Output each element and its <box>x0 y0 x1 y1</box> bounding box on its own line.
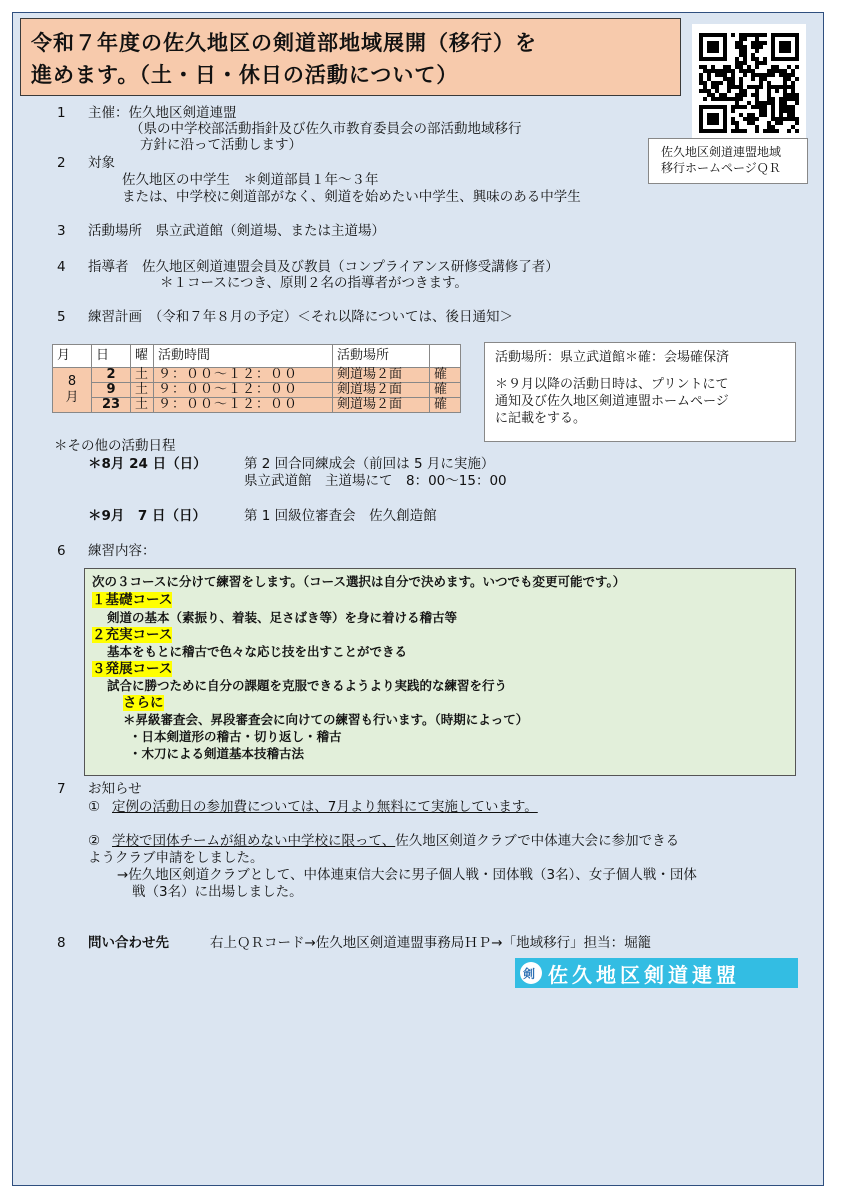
section-1-note-1: （県の中学校部活動指針及び佐久市教育委員会の部活動地域移行 <box>130 121 522 137</box>
other-schedule-heading: ＊その他の活動日程 <box>54 438 176 454</box>
header-day: 日 <box>92 345 131 368</box>
row-place: 剣道場２面 <box>333 368 430 383</box>
notice-2-marker: ② <box>88 833 101 849</box>
month-label: 月 <box>65 390 79 405</box>
table-row <box>53 368 461 383</box>
row-day: 23 <box>92 398 131 413</box>
schedule-header-row <box>53 345 461 368</box>
section-7-label: お知らせ <box>88 781 142 797</box>
note-line-4: に記載をする。 <box>495 411 587 426</box>
event-2-date: ＊9月 7 日（日） <box>88 508 206 524</box>
row-place: 剣道場２面 <box>333 398 430 413</box>
course-2-description: 基本をもとに稽古で色々な応じ技を出すことができる <box>107 644 408 659</box>
course-1-description: 剣道の基本（素振り、着装、足さばき等）を身に着ける稽古等 <box>107 610 458 625</box>
event-2-title: 第 1 回級位審査会 佐久創造館 <box>244 508 437 524</box>
section-4-instructors: 指導者 佐久地区剣道連盟会員及び教員（コンプライアンス研修受講修了者） <box>88 259 559 275</box>
notice-2-rest: 佐久地区剣道クラブで中体連大会に参加できる <box>395 833 680 849</box>
section-4-number: 4 <box>57 259 66 275</box>
section-1-note-2: 方針に沿って活動します） <box>140 137 302 153</box>
section-4-note: ＊１コースにつき、原則２名の指導者がつきます。 <box>160 275 468 291</box>
table-row <box>53 383 461 398</box>
note-line-2: ＊９月以降の活動日時は、プリントにて <box>495 377 729 392</box>
section-1-organizer: 主催：佐久地区剣道連盟 <box>88 105 237 121</box>
notice-2-underlined: 学校で団体チームが組めない中学校に限って、 <box>112 833 396 849</box>
additional-item-1: ＊昇級審査会、昇段審査会に向けての練習も行います。（時期によって） <box>123 712 529 727</box>
note-line-1: 活動場所：県立武道館＊確：会場確保済 <box>495 350 730 365</box>
section-5-plan: 練習計画 （令和７年８月の予定）＜それ以降については、後日通知＞ <box>88 309 513 325</box>
course-box <box>84 568 796 776</box>
row-weekday: 土 <box>131 383 154 398</box>
row-time: ９：００～１２：００ <box>154 368 333 383</box>
row-weekday: 土 <box>131 398 154 413</box>
header-time: 活動時間 <box>154 345 333 368</box>
row-weekday: 土 <box>131 368 154 383</box>
additional-title: さらに <box>123 695 164 711</box>
schedule-table <box>52 344 461 413</box>
row-time: ９：００～１２：００ <box>154 398 333 413</box>
row-status: 確 <box>430 398 461 413</box>
venue-note-box <box>484 342 796 442</box>
course-intro: 次の３コースに分けて練習をします。（コース選択は自分で決めます。いつでも変更可能です。） <box>92 574 626 589</box>
note-line-3: 通知及び佐久地区剣道連盟ホームページ <box>495 394 729 409</box>
qr-code-graphic <box>692 24 806 142</box>
course-3-description: 試合に勝つために自分の課題を克服できるようより実践的な練習を行う <box>107 678 508 693</box>
row-day: 2 <box>92 368 131 383</box>
row-time: ９：００～１２：００ <box>154 383 333 398</box>
qr-caption-line-1: 佐久地区剣道連盟地域 <box>661 145 782 159</box>
title-box <box>20 18 681 96</box>
month-number: 8 <box>67 374 77 389</box>
course-1-title: １基礎コース <box>92 592 173 608</box>
event-1-detail: 県立武道館 主道場にて 8：00～15：00 <box>244 473 507 489</box>
section-7-number: 7 <box>57 781 66 797</box>
qr-caption-line-2: 移行ホームページＱＲ <box>661 161 781 175</box>
section-5-number: 5 <box>57 309 66 325</box>
event-1-title: 第 2 回合同練成会（前回は 5 月に実施） <box>244 456 495 472</box>
section-6-label: 練習内容： <box>88 543 156 559</box>
title-line-2: 進めます。（土・日・休日の活動について） <box>31 63 459 87</box>
course-2-title: ２充実コース <box>92 627 173 643</box>
month-cell <box>53 368 92 413</box>
section-3-venue: 活動場所 県立武道館（剣道場、または主道場） <box>88 223 385 239</box>
additional-item-2: ・日本剣道形の稽古・切り返し・稽古 <box>129 729 342 744</box>
row-status: 確 <box>430 368 461 383</box>
federation-logo <box>515 958 798 988</box>
title-line-1: 令和７年度の佐久地区の剣道部地域展開（移行）を <box>31 31 537 55</box>
header-place: 活動場所 <box>333 345 430 368</box>
notice-2-line-3: →佐久地区剣道クラブとして、中体連東信大会に男子個人戦・団体戦（3名）、女子個人戦・団体 <box>117 867 697 883</box>
additional-item-3: ・木刀による剣道基本技稽古法 <box>129 746 305 761</box>
section-8-number: 8 <box>57 935 66 951</box>
section-2-target-2: または、中学校に剣道部がなく、剣道を始めたい中学生、興味のある中学生 <box>122 189 581 205</box>
section-6-number: 6 <box>57 543 66 559</box>
qr-caption <box>648 138 808 184</box>
logo-text: 佐久地区剣道連盟 <box>548 962 740 987</box>
qr-code[interactable] <box>692 24 806 142</box>
header-weekday: 曜 <box>131 345 154 368</box>
section-2-label: 対象 <box>88 155 115 171</box>
section-1-number: 1 <box>57 105 66 121</box>
notice-1-text: 定例の活動日の参加費については、7月より無料にて実施しています。 <box>112 799 538 815</box>
row-day: 9 <box>92 383 131 398</box>
section-8-label: 問い合わせ先 <box>88 935 169 951</box>
event-1-date: ＊8月 24 日（日） <box>88 456 207 472</box>
notice-2-line-4: 戦（3名）に出場しました。 <box>132 884 303 900</box>
section-3-number: 3 <box>57 223 66 239</box>
kendo-emblem-icon: 剣 <box>520 962 542 984</box>
section-8-contact: 右上ＱＲコード→佐久地区剣道連盟事務局ＨＰ→「地域移行」担当：堀籠 <box>210 935 652 951</box>
notice-2-line-2: ようクラブ申請をしました。 <box>88 850 264 866</box>
section-2-number: 2 <box>57 155 66 171</box>
table-row <box>53 398 461 413</box>
row-status: 確 <box>430 383 461 398</box>
header-month: 月 <box>53 345 92 368</box>
row-place: 剣道場２面 <box>333 383 430 398</box>
course-3-title: ３発展コース <box>92 661 173 677</box>
notice-1-marker: ① <box>88 799 101 815</box>
header-status <box>430 345 461 368</box>
section-2-target-1: 佐久地区の中学生 ＊剣道部員１年～３年 <box>122 172 379 188</box>
